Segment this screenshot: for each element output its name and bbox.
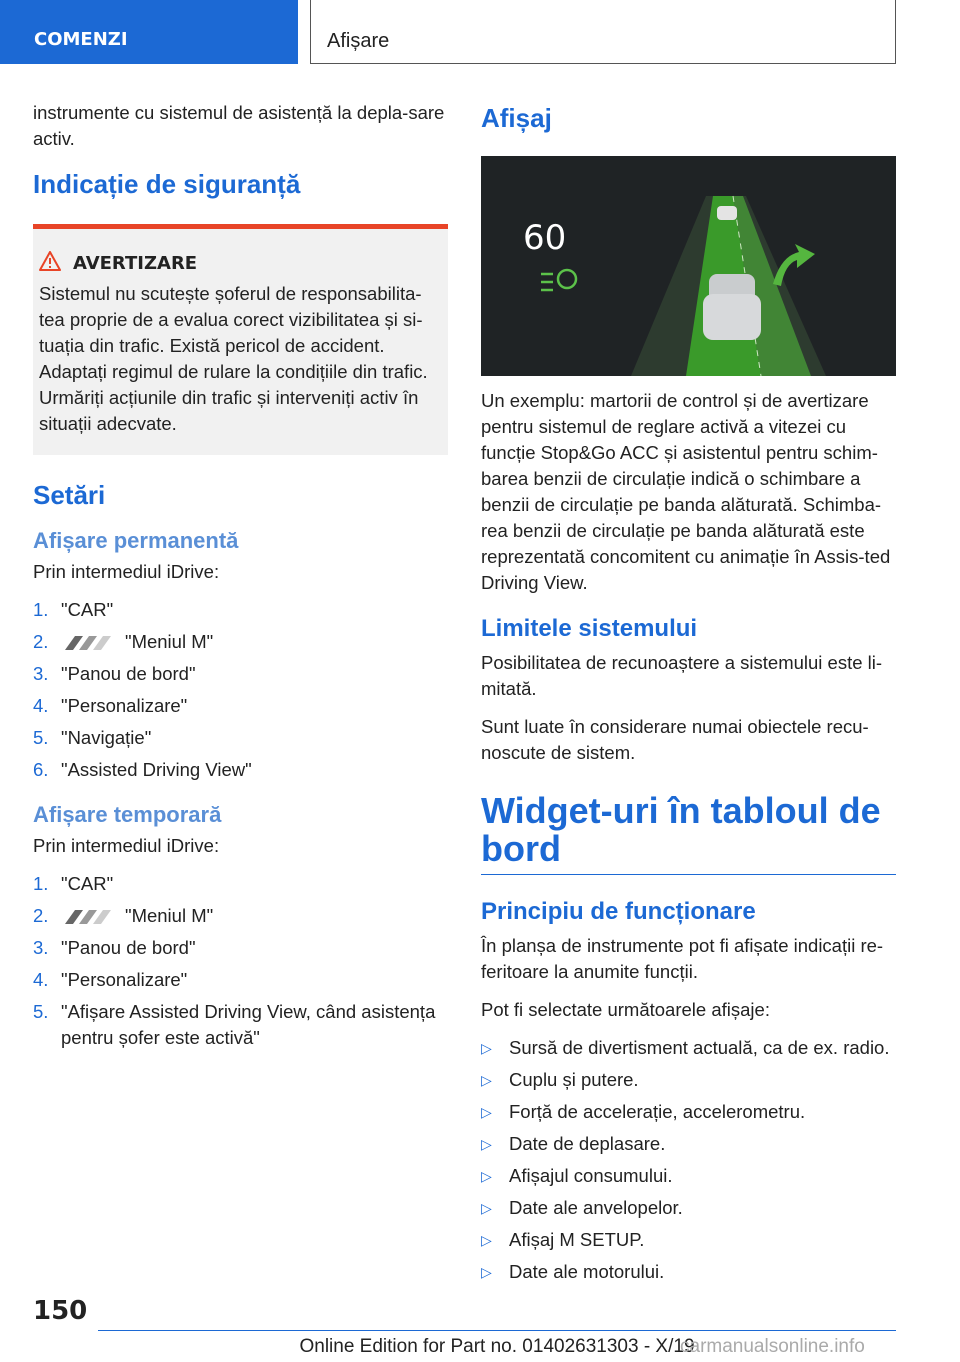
permanent-steps: [33, 597, 448, 783]
list-item: ▷ Cuplu și putere.: [481, 1067, 896, 1093]
list-item: ▷ Date ale motorului.: [481, 1259, 896, 1285]
limits-paragraph-1: Posibilitatea de recunoaștere a sistemului este li-mitată.: [481, 652, 883, 699]
list-item: 4. "Personalizare": [33, 695, 188, 716]
temporary-steps: [33, 871, 448, 1051]
warning-title-text: AVERTIZARE: [73, 253, 198, 274]
settings-heading: Setări: [33, 480, 106, 510]
list-item: 5. "Afișare Assisted Driving View, când asistența pentru șofer este activă": [33, 1001, 436, 1048]
list-item: 4. "Personalizare": [33, 969, 188, 990]
principle-paragraph-1: În planșa de instrumente pot fi afișate indicații re-feritoare la anumite funcții.: [481, 935, 884, 982]
list-item: 6. "Assisted Driving View": [33, 759, 252, 780]
footer-divider: [98, 1330, 896, 1331]
temporary-heading: Afișare temporară: [33, 802, 222, 827]
triangle-bullet-icon: ▷: [481, 1104, 492, 1120]
intro-text: instrumente cu sistemul de asistență la depla-sare activ.: [33, 102, 445, 149]
temporary-intro: Prin intermediul iDrive:: [33, 835, 220, 856]
list-item: 5. "Navigație": [33, 727, 152, 748]
warning-triangle-icon: [39, 251, 61, 277]
triangle-bullet-icon: ▷: [481, 1200, 492, 1216]
widgets-heading: Widget-uri în tabloul de bord: [481, 790, 881, 869]
principle-heading: Principiu de funcționare: [481, 898, 756, 925]
warning-title: [39, 251, 440, 277]
watermark: carmanualsonline.info: [680, 1336, 865, 1357]
page-number: 150: [33, 1296, 88, 1326]
m-stripes-icon: [61, 636, 117, 650]
right-column: [481, 100, 896, 1291]
list-item: ▷ Afișajul consumului.: [481, 1163, 896, 1189]
list-item: 1. "CAR": [33, 599, 114, 620]
triangle-bullet-icon: ▷: [481, 1072, 492, 1088]
chapter-title: Afișare: [310, 0, 896, 64]
triangle-bullet-icon: ▷: [481, 1040, 492, 1056]
assisted-driving-figure: [481, 156, 896, 376]
warning-text: Sistemul nu scutește șoferul de responsabilita-tea proprie de a evalua corect vizibilitatea și si-tuația din trafic. Există pericol de accident. Adaptați regimul de rulare la condițiile din trafic. Urmăriți acțiunile din trafic și interveniți activ în situații adecvate.: [39, 283, 428, 434]
road-illustration: [481, 156, 896, 376]
figure-caption: Un exemplu: martorii de control și de avertizare pentru sistemul de reglare activă a vitezei cu funcție Stop&Go ACC și asistentul pentru schim-barea benzii de circulație indică o schimbare a benzii de circulație pe banda alăturată. Schimba-rea benzii de circulație pe banda alăturată este reprezentată concomitent cu animație în Assis-ted Driving View.: [481, 390, 891, 593]
section-divider: [481, 874, 896, 875]
edition-text: Online Edition for Part no. 01402631303 - X/19: [299, 1336, 695, 1357]
list-item: 3. "Panou de bord": [33, 663, 196, 684]
warning-box: [33, 224, 448, 455]
limits-paragraph-2: Sunt luate în considerare numai obiectele recu-noscute de sistem.: [481, 716, 869, 763]
limits-heading: Limitele sistemului: [481, 615, 698, 642]
list-item: ▷ Forță de accelerație, accelerometru.: [481, 1099, 896, 1125]
triangle-bullet-icon: ▷: [481, 1136, 492, 1152]
list-item: 1. "CAR": [33, 873, 114, 894]
list-item: ▷ Sursă de divertisment actuală, ca de ex. radio.: [481, 1035, 896, 1061]
list-item: 2. "Meniul M": [33, 905, 214, 926]
triangle-bullet-icon: ▷: [481, 1264, 492, 1280]
list-item: ▷ Date ale anvelopelor.: [481, 1195, 896, 1221]
display-heading: Afișaj: [481, 103, 552, 133]
list-item: 2. "Meniul M": [33, 631, 214, 652]
principle-paragraph-2: Pot fi selectate următoarele afișaje:: [481, 999, 770, 1020]
list-item: 3. "Panou de bord": [33, 937, 196, 958]
triangle-bullet-icon: ▷: [481, 1168, 492, 1184]
speed-readout: 60: [523, 218, 567, 258]
list-item: ▷ Afișaj M SETUP.: [481, 1227, 896, 1253]
permanent-heading: Afișare permanentă: [33, 528, 239, 553]
section-tab: COMENZI: [0, 0, 298, 64]
display-options: [481, 1035, 896, 1285]
safety-heading: Indicație de siguranță: [33, 169, 301, 199]
left-column: [33, 100, 448, 1069]
list-item: ▷ Date de deplasare.: [481, 1131, 896, 1157]
m-stripes-icon: [61, 910, 117, 924]
triangle-bullet-icon: ▷: [481, 1232, 492, 1248]
permanent-intro: Prin intermediul iDrive:: [33, 561, 220, 582]
